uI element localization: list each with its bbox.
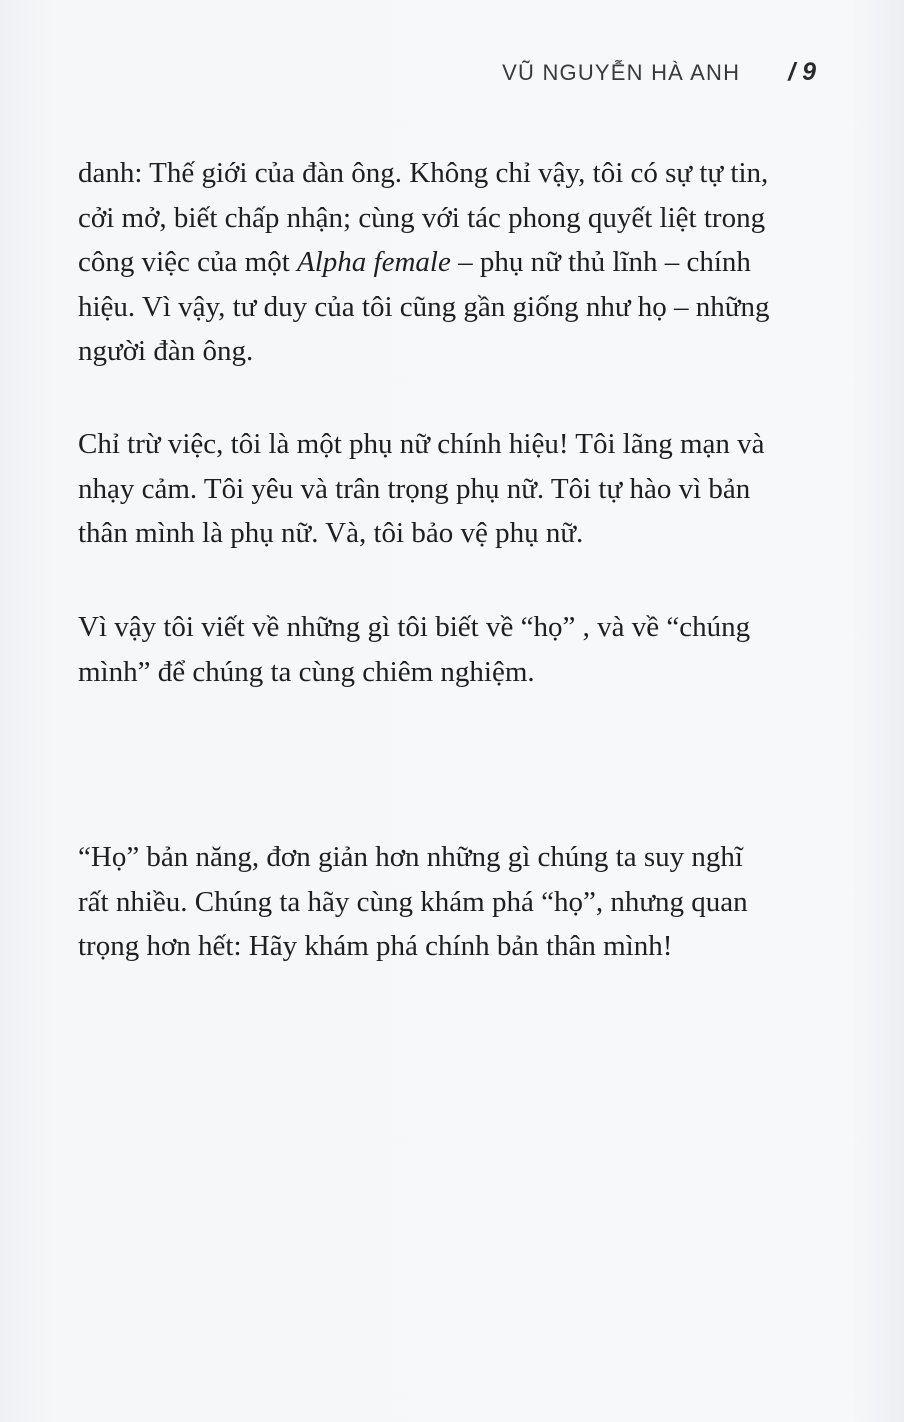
page-number: / 9 bbox=[788, 58, 816, 86]
author-name: VŨ NGUYỄN HÀ ANH bbox=[502, 60, 741, 85]
text-line: Chỉ trừ việc, tôi là một phụ nữ chính hiệu! Tôi lãng mạn và bbox=[78, 428, 765, 460]
text-line: mình” để chúng ta cùng chiêm nghiệm. bbox=[78, 655, 535, 688]
alpha-female-term: Alpha female bbox=[297, 246, 451, 278]
text-line: nhạy cảm. Tôi yêu và trân trọng phụ nữ. Tôi tự hào vì bản bbox=[78, 472, 751, 505]
text-line: “Họ” bản năng, đơn giản hơn những gì chúng ta suy nghĩ bbox=[78, 841, 743, 873]
paragraph-3 bbox=[78, 605, 826, 694]
text-line: rất nhiều. Chúng ta hãy cùng khám phá “họ”, nhưng quan bbox=[78, 885, 748, 918]
paragraph-4 bbox=[78, 835, 826, 969]
text-line: Vì vậy tôi viết về những gì tôi biết về “họ” , và về “chúng bbox=[78, 611, 751, 643]
paragraph-2 bbox=[78, 422, 826, 556]
text-run: – phụ nữ thủ lĩnh – chính bbox=[450, 246, 751, 278]
paragraph-1 bbox=[78, 151, 826, 374]
text-line: trọng hơn hết: Hãy khám phá chính bản thân mình! bbox=[78, 930, 673, 962]
text-line: cởi mở, biết chấp nhận; cùng với tác phong quyết liệt trong bbox=[78, 201, 766, 234]
text-line: hiệu. Vì vậy, tư duy của tôi cũng gần giống như họ – những bbox=[78, 290, 770, 323]
text-line: thân mình là phụ nữ. Và, tôi bảo vệ phụ nữ. bbox=[78, 517, 584, 549]
running-header bbox=[502, 58, 816, 87]
text-run: công việc của một bbox=[78, 246, 298, 278]
text-line: người đàn ông. bbox=[78, 335, 254, 367]
text-line: danh: Thế giới của đàn ông. Không chỉ vậy, tôi có sự tự tin, bbox=[78, 157, 769, 189]
text-line bbox=[78, 240, 826, 285]
